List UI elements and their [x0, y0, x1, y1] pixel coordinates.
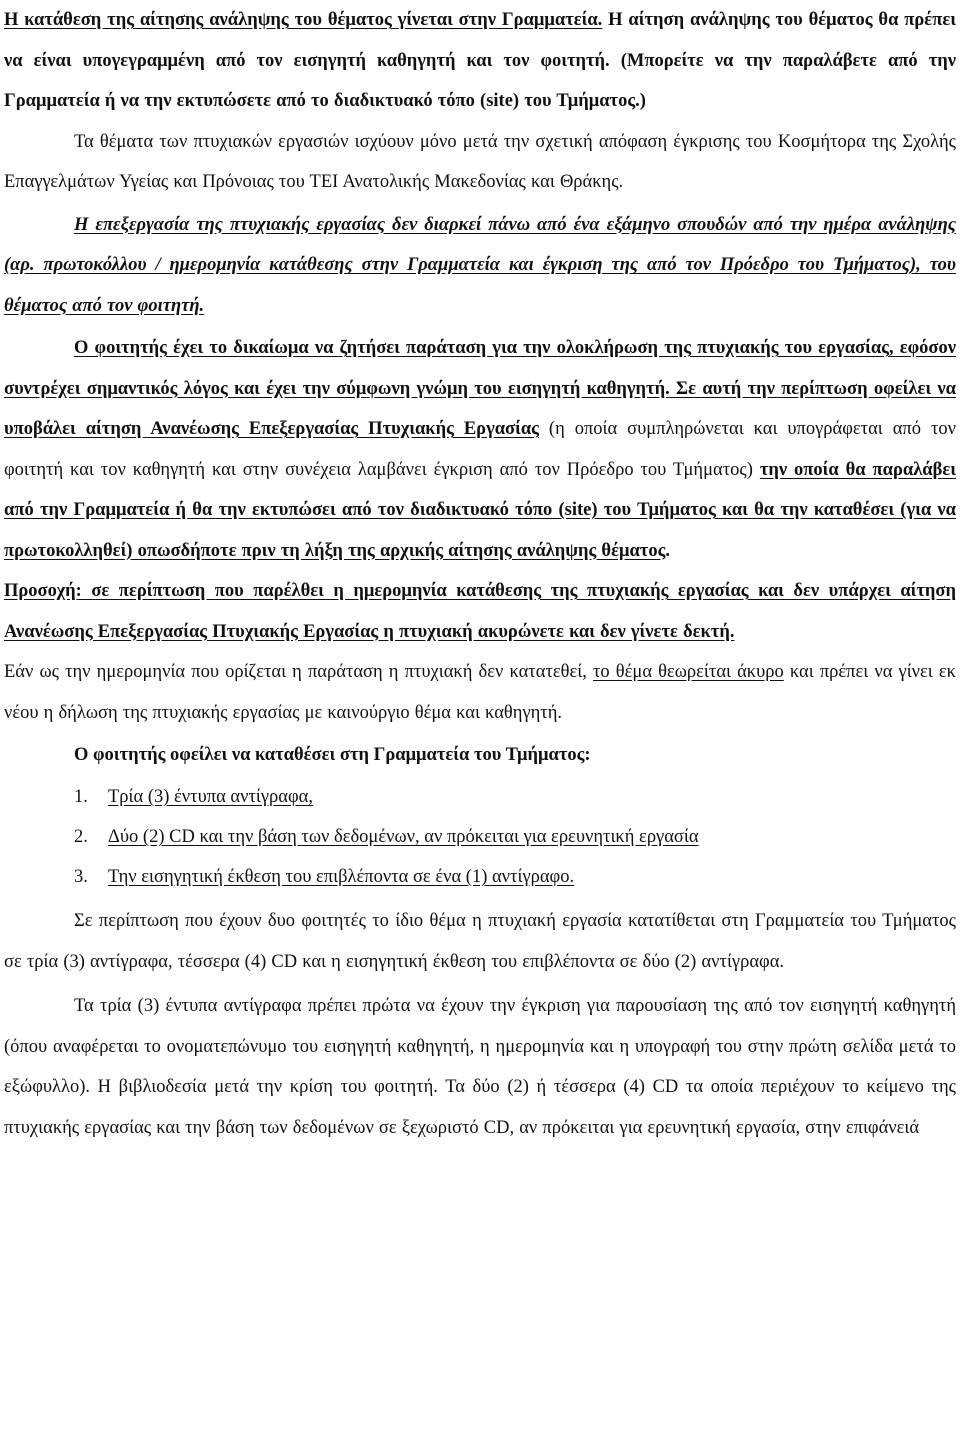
paragraph-processing-duration: Η επεξεργασία της πτυχιακής εργασίας δεν διαρκεί πάνω από ένα εξάμηνο σπουδών από την ημέρα ανάληψης (αρ. πρωτοκόλλου / ημερομηνία κατάθεσης στην Γραμματεία και έγκριση της από τον Πρόεδρο του Τμήματος), του θέματος από τον φοιτητή. — [4, 214, 956, 316]
renewal-submission-instruction: την οποία θα παραλάβει από την Γραμματεία ή θα την εκτυπώσει από τον διαδικτυακό τόπο (site) του Τμήματος και θα την καταθέσει (για να πρωτοκολληθεί) οπωσδήποτε πριν τη λήξη της αρχικής αίτησης ανάληψης θέματος — [4, 459, 956, 561]
list-text: Την εισηγητική έκθεση του επιβλέποντα σε ένα (1) αντίγραφο. — [108, 867, 575, 887]
extension-right: Ο φοιτητής έχει το δικαίωμα να ζητήσει παράταση για την ολοκλήρωση της πτυχιακής του εργασίας, εφόσον συντρέχει σημαντικός λόγος και έχει την σύμφωνη γνώμη του εισηγητή καθηγητή. — [4, 338, 956, 399]
paragraph-topic-approval: Τα θέματα των πτυχιακών εργασιών ισχύουν μόνο μετά την σχετική απόφαση έγκρισης του Κοσμήτορα της Σχολής Επαγγελμάτων Υγείας και Πρόνοιας του ΤΕΙ Ανατολικής Μακεδονίας και Θράκης. — [4, 131, 956, 192]
list-text: Δύο (2) CD και την βάση των δεδομένων, αν πρόκειται για ερευνητική εργασία — [108, 827, 699, 847]
renewal-application: Σε αυτή την περίπτωση οφείλει να υποβάλει αίτηση Ανανέωσης Επεξεργασίας Πτυχιακής Εργασίας — [4, 378, 956, 439]
list-item — [4, 857, 956, 897]
paragraph-void-topic — [4, 652, 956, 733]
renewal-approval-note: (η οποία συμπληρώνεται και υπογράφεται από τον φοιτητή και τον καθηγητή και στην συνέχεια λαμβάνει έγκριση από τον Πρόεδρο του Τμήματος) — [4, 419, 957, 480]
list-number: 2. — [74, 827, 88, 847]
submission-requirements-heading: Ο φοιτητής οφείλει να καταθέσει στη Γραμματεία του Τμήματος: — [74, 745, 591, 765]
paragraph-two-students: Σε περίπτωση που έχουν δυο φοιτητές το ίδιο θέμα η πτυχιακή εργασία κατατίθεται στη Γραμματεία του Τμήματος σε τρία (3) αντίγραφα, τέσσερα (4) CD και η εισηγητική έκθεση του επιβλέποντα σε δύο (2) αντίγραφα. — [4, 911, 956, 972]
deadline-note: Εάν ως την ημερομηνία που ορίζεται η παράταση η πτυχιακή δεν κατατεθεί, — [4, 662, 593, 682]
submission-statement: Η κατάθεση της αίτησης ανάληψης του θέματος γίνεται στην Γραμματεία. — [4, 10, 603, 30]
paragraph-submission — [4, 0, 956, 122]
list-item — [4, 777, 956, 817]
list-number: 1. — [74, 787, 88, 807]
paragraph-copies-approval: Τα τρία (3) έντυπα αντίγραφα πρέπει πρώτα να έχουν την έγκριση για παρουσίαση της από τον εισηγητή καθηγητή (όπου αναφέρεται το ονοματεπώνυμο του εισηγητή καθηγητή, η ημερομηνία και η υπογραφή του στην πρώτη σελίδα μετά το εξώφυλλο). Η βιβλιοδεσία μετά την κρίση του φοιτητή. Τα δύο (2) ή τέσσερα (4) CD τα οποία περιέχουν το κείμενο της πτυχιακής εργασίας και την βάση των δεδομένων σε ξεχωριστό CD, αν πρόκειται για ερευνητική εργασία, στην επιφάνειά — [4, 996, 956, 1138]
submission-requirements-list — [4, 777, 956, 897]
period: . — [665, 540, 671, 561]
list-text: Τρία (3) έντυπα αντίγραφα, — [108, 787, 313, 807]
void-topic-note: το θέμα θεωρείται άκυρο — [592, 662, 784, 682]
redeclaration-note: και πρέπει να γίνει εκ νέου η δήλωση της πτυχιακής εργασίας με καινούργιο θέμα και καθηγητή. — [4, 662, 956, 723]
list-number: 3. — [74, 867, 88, 887]
application-signature-note: Η αίτηση ανάληψης του θέματος θα πρέπει να είναι υπογεγραμμένη από τον εισηγητή καθηγητή και τον φοιτητή. (Μπορείτε να την παραλάβετε από την Γραμματεία ή να την εκτυπώσετε από το διαδικτυακό τόπο (site) του Τμήματος.) — [4, 10, 956, 111]
list-item — [4, 817, 956, 857]
paragraph-extension — [4, 328, 956, 571]
paragraph-attention: Προσοχή: σε περίπτωση που παρέλθει η ημερομηνία κατάθεσης της πτυχιακής εργασίας και δεν υπάρχει αίτηση Ανανέωσης Επεξεργασίας Πτυχιακής Εργασίας η πτυχιακή ακυρώνετε και δεν γίνετε δεκτή. — [4, 581, 956, 642]
